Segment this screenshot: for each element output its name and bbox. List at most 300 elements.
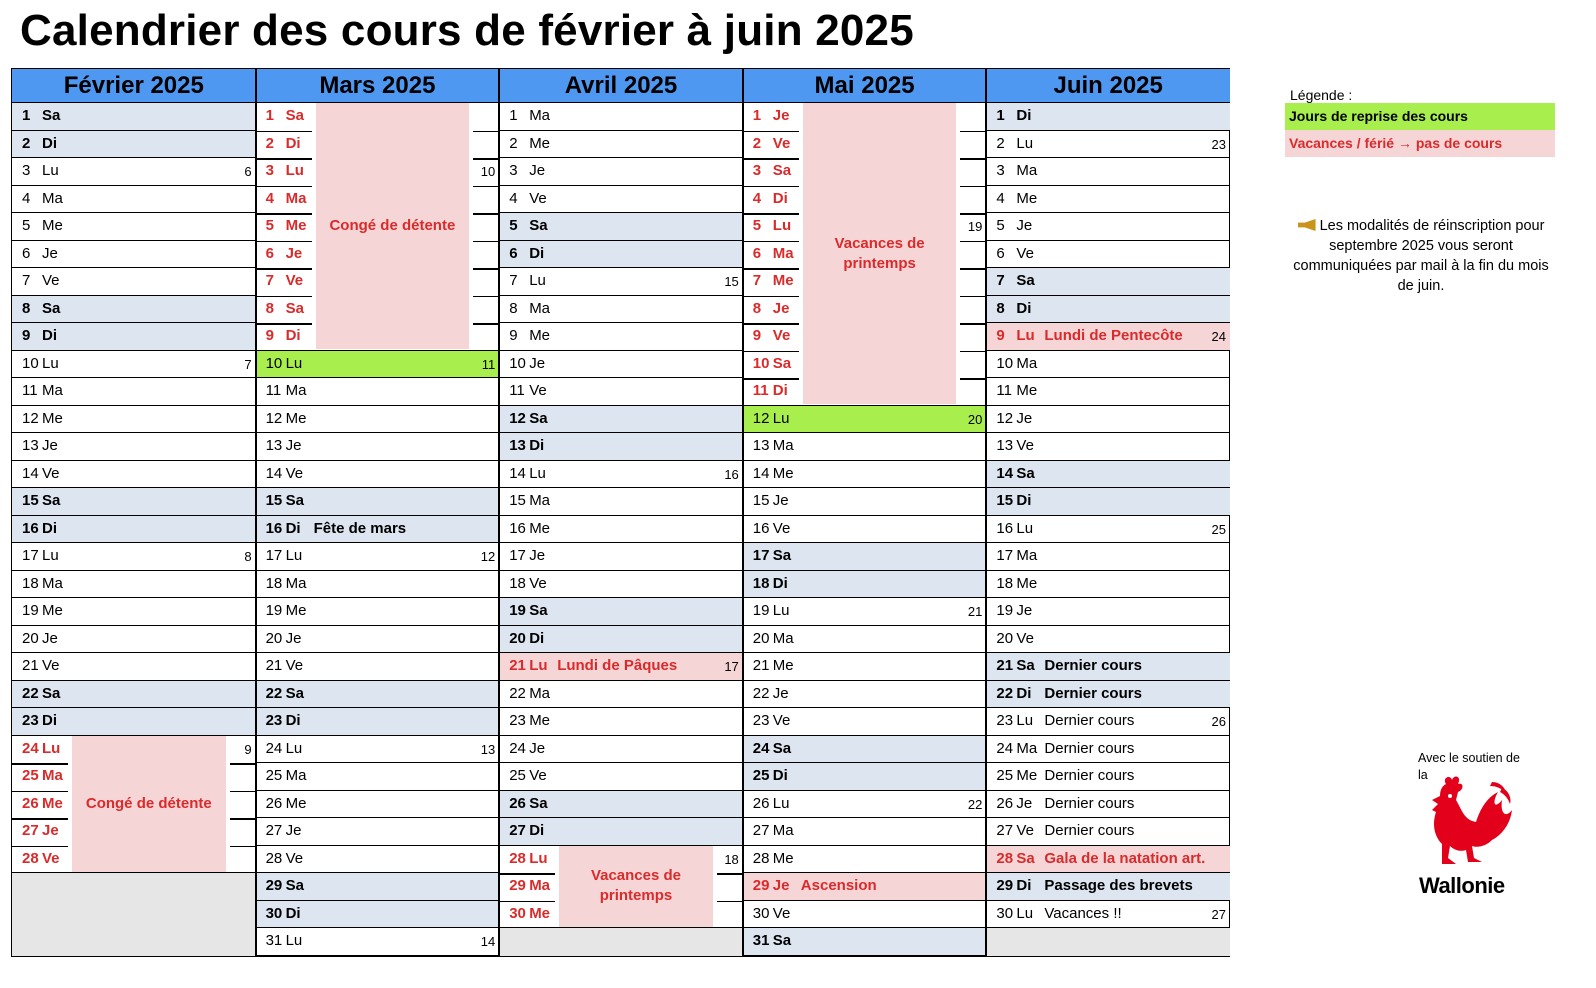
day-cell [743, 571, 987, 599]
day-number: 29 [752, 877, 770, 894]
day-cell [499, 296, 743, 324]
day-number: 25 [996, 767, 1014, 784]
weekday: Lu [42, 162, 59, 179]
day-cell [12, 268, 256, 296]
day-cell [256, 763, 500, 791]
weekday: Sa [42, 492, 61, 509]
day-number: 4 [996, 189, 1005, 207]
weekday: Me [529, 134, 551, 152]
day-cell [12, 131, 256, 159]
weekday: Di [529, 629, 545, 647]
weekday: Ve [1016, 629, 1034, 647]
day-cell [499, 378, 743, 406]
day-cell [986, 791, 1230, 819]
day-cell [256, 681, 500, 709]
day-number: 6 [752, 244, 762, 262]
day-cell [986, 873, 1230, 901]
day-number: 7 [509, 272, 518, 289]
day-number: 22 [752, 684, 770, 702]
day-cell [986, 351, 1230, 379]
month-column [256, 69, 500, 956]
rooster-icon [1416, 770, 1520, 874]
weekday: Me [1016, 189, 1038, 207]
week-number: 11 [481, 356, 496, 372]
day-number: 9 [22, 327, 31, 344]
weekday: Sa [42, 299, 61, 317]
day-cell [499, 516, 743, 544]
weekday: Ma [529, 877, 551, 894]
weekday: Je [42, 244, 58, 262]
day-number: 5 [996, 217, 1005, 234]
day-cell [986, 681, 1230, 709]
day-number: 17 [752, 547, 770, 564]
weekday: Sa [285, 492, 304, 509]
day-cell [12, 186, 256, 214]
week-number: 13 [480, 741, 496, 757]
weekday: Ma [42, 189, 63, 207]
day-number: 17 [509, 547, 526, 564]
weekday: Lu [529, 272, 546, 289]
day-number: 7 [752, 272, 762, 289]
day-number: 16 [22, 519, 39, 537]
day-number: 6 [996, 244, 1005, 262]
day-cell [256, 598, 500, 626]
day-number: 7 [265, 272, 274, 289]
day-number: 18 [265, 574, 283, 592]
day-note: Fête de mars [313, 519, 407, 537]
weekday: Ve [1016, 437, 1034, 454]
weekday: Ma [772, 437, 794, 454]
day-number: 22 [265, 684, 283, 702]
week-number: 22 [967, 796, 983, 812]
day-cell [743, 516, 987, 544]
day-note: Dernier cours [1044, 739, 1135, 757]
weekday: Je [1016, 794, 1033, 812]
day-number: 23 [22, 712, 39, 729]
weekday: Lu [1016, 712, 1034, 729]
day-number: 1 [996, 107, 1005, 124]
weekday: Ma [42, 767, 63, 784]
support-text: Avec le soutien de la [1418, 751, 1520, 782]
legend-resume-days: Jours de reprise des cours [1285, 103, 1555, 130]
day-number: 4 [752, 189, 762, 207]
weekday: Sa [1016, 849, 1035, 867]
day-number: 4 [22, 189, 31, 207]
weekday: Je [1016, 217, 1033, 234]
weekday: Je [42, 822, 59, 839]
day-number: 10 [22, 354, 39, 372]
weekday: Ve [285, 657, 304, 674]
empty-cell [499, 928, 743, 956]
day-cell [12, 351, 256, 379]
week-number: 24 [1211, 329, 1226, 344]
weekday: Ve [772, 904, 791, 922]
week-number: 21 [967, 604, 983, 619]
day-cell [499, 213, 743, 241]
weekday: Ve [529, 189, 547, 207]
day-number: 11 [22, 382, 38, 399]
day-note: Lundi de Pâques [557, 657, 678, 674]
day-cell [256, 736, 500, 764]
weekday: Di [42, 134, 57, 152]
vacation-block: Congé de détente [316, 103, 470, 349]
day-number: 15 [996, 492, 1014, 509]
day-cell [12, 406, 256, 434]
weekday: Lu [529, 464, 546, 482]
day-number: 19 [752, 602, 770, 619]
day-cell [986, 543, 1230, 571]
month-column [743, 69, 987, 956]
month-column [986, 69, 1230, 956]
day-cell [743, 653, 987, 681]
day-number: 18 [752, 574, 770, 592]
day-number: 2 [265, 134, 274, 152]
day-number: 24 [22, 739, 39, 757]
weekday: Me [42, 409, 63, 427]
day-number: 20 [265, 629, 283, 647]
weekday: Je [1016, 602, 1033, 619]
day-number: 25 [22, 767, 39, 784]
weekday: Me [1016, 767, 1038, 784]
day-number: 20 [22, 629, 39, 647]
weekday: Di [285, 327, 301, 344]
empty-cell [12, 873, 256, 956]
day-number: 14 [996, 464, 1014, 482]
day-cell [499, 543, 743, 571]
day-number: 13 [752, 437, 770, 454]
day-number: 27 [265, 822, 283, 839]
day-cell [986, 818, 1230, 846]
weekday: Di [529, 244, 545, 262]
day-number: 27 [22, 822, 39, 839]
day-note: Dernier cours [1044, 657, 1142, 674]
day-cell [743, 598, 987, 626]
weekday: Di [42, 519, 57, 537]
day-note: Dernier cours [1044, 794, 1135, 812]
weekday: Me [42, 794, 63, 812]
week-number: 8 [244, 549, 252, 564]
day-number: 12 [22, 409, 39, 427]
weekday: Ma [1016, 547, 1038, 564]
week-number: 25 [1211, 521, 1226, 537]
day-number: 15 [509, 492, 526, 509]
day-cell [986, 296, 1230, 324]
weekday: Di [1016, 684, 1032, 702]
day-cell [743, 846, 987, 874]
weekday: Me [1016, 382, 1038, 399]
day-cell [986, 213, 1230, 241]
weekday: Me [529, 712, 551, 729]
day-cell [986, 186, 1230, 214]
weekday: Ma [42, 574, 63, 592]
day-cell [499, 323, 743, 351]
weekday: Lu [1016, 519, 1034, 537]
weekday: Ma [1016, 739, 1038, 757]
weekday: Ma [772, 244, 794, 262]
weekday: Lu [285, 932, 303, 949]
weekday: Me [42, 217, 63, 234]
day-number: 21 [265, 657, 283, 674]
month-header: Mai 2025 [743, 69, 987, 103]
day-number: 20 [509, 629, 526, 647]
weekday: Lu [42, 739, 61, 757]
day-number: 28 [509, 849, 526, 867]
day-number: 23 [996, 712, 1014, 729]
day-cell [12, 488, 256, 516]
weekday: Ma [285, 382, 307, 399]
day-number: 16 [265, 519, 283, 537]
week-number: 14 [480, 934, 496, 949]
day-number: 3 [752, 162, 762, 179]
weekday: Di [285, 712, 301, 729]
weekday: Ve [285, 464, 304, 482]
day-note: Dernier cours [1044, 684, 1142, 702]
weekday: Me [772, 849, 794, 867]
day-number: 3 [509, 162, 518, 179]
weekday: Ve [529, 382, 547, 399]
weekday: Di [772, 574, 788, 592]
day-cell [986, 378, 1230, 406]
day-number: 6 [265, 244, 274, 262]
weekday: Lu [42, 547, 59, 564]
day-cell [12, 241, 256, 269]
day-cell [12, 626, 256, 654]
weekday: Me [285, 409, 307, 427]
day-cell [986, 488, 1230, 516]
day-number: 2 [996, 134, 1005, 152]
weekday: Ve [529, 574, 547, 592]
day-cell [986, 626, 1230, 654]
day-cell [256, 873, 500, 901]
day-cell [499, 818, 743, 846]
day-cell [499, 433, 743, 461]
weekday: Lu [529, 849, 548, 867]
day-number: 11 [265, 382, 282, 399]
day-note: Gala de la natation art. [1044, 849, 1206, 867]
vacation-block: Congé de détente [72, 736, 226, 872]
weekday: Ma [529, 492, 551, 509]
day-number: 8 [22, 299, 31, 317]
day-number: 2 [22, 134, 31, 152]
weekday: Ma [42, 382, 63, 399]
day-cell [12, 461, 256, 489]
day-number: 14 [22, 464, 39, 482]
day-number: 23 [509, 712, 526, 729]
month-separator [498, 69, 500, 956]
day-cell [986, 763, 1230, 791]
weekday: Je [42, 437, 58, 454]
day-cell [256, 461, 500, 489]
day-cell [986, 708, 1230, 736]
day-number: 22 [996, 684, 1014, 702]
day-number: 21 [996, 657, 1014, 674]
weekday: Je [285, 822, 302, 839]
week-number: 12 [480, 549, 496, 564]
day-number: 19 [509, 602, 526, 619]
notice-text: Les modalités de réinscription pour septembre 2025 vous seront communiquées par mail à la fin du mois de juin. [1293, 218, 1549, 294]
day-cell [12, 598, 256, 626]
day-cell [986, 406, 1230, 434]
day-cell [499, 598, 743, 626]
day-cell [499, 461, 743, 489]
day-number: 3 [996, 162, 1005, 179]
week-number: 23 [1211, 136, 1226, 152]
day-number: 20 [996, 629, 1014, 647]
week-number: 7 [244, 356, 252, 372]
weekday: Di [772, 767, 788, 784]
day-number: 26 [265, 794, 283, 812]
day-cell [499, 736, 743, 764]
day-number: 6 [509, 244, 518, 262]
weekday: Sa [285, 107, 304, 124]
weekday: Sa [529, 602, 548, 619]
day-cell [12, 653, 256, 681]
weekday: Me [772, 657, 794, 674]
weekday: Lu [772, 602, 790, 619]
weekday: Sa [1016, 657, 1035, 674]
day-number: 21 [509, 657, 526, 674]
day-cell [499, 103, 743, 131]
day-note: Lundi de Pentecôte [1044, 327, 1183, 344]
day-number: 16 [509, 519, 526, 537]
weekday: Sa [772, 162, 792, 179]
weekday: Je [772, 877, 790, 894]
weekday: Sa [285, 299, 304, 317]
weekday: Me [285, 217, 307, 234]
month-separator [985, 69, 987, 956]
day-number: 26 [996, 794, 1014, 812]
week-number: 20 [967, 411, 983, 427]
day-number: 29 [509, 877, 526, 894]
day-number: 5 [22, 217, 31, 234]
day-number: 14 [752, 464, 770, 482]
weekday: Di [42, 327, 57, 344]
day-cell [986, 103, 1230, 131]
vacation-block: Vacances de printemps [803, 103, 957, 404]
weekday: Lu [42, 354, 59, 372]
day-number: 14 [265, 464, 283, 482]
day-number: 5 [752, 217, 762, 234]
day-number: 11 [752, 382, 769, 399]
weekday: Ve [772, 134, 791, 152]
weekday: Di [285, 134, 301, 152]
day-number: 9 [996, 327, 1005, 344]
day-cell [12, 543, 256, 571]
weekday: Ma [772, 629, 794, 647]
month-header: Février 2025 [12, 69, 256, 103]
weekday: Sa [42, 107, 61, 124]
day-number: 25 [752, 767, 770, 784]
weekday: Ma [772, 822, 794, 839]
weekday: Lu [1016, 904, 1034, 922]
weekday: Lu [285, 547, 303, 564]
week-number: 16 [724, 466, 739, 482]
weekday: Lu [285, 739, 303, 757]
day-cell [986, 901, 1230, 929]
day-cell [12, 378, 256, 406]
day-number: 1 [752, 107, 762, 124]
day-number: 30 [265, 904, 283, 922]
day-cell [256, 351, 500, 379]
weekday: Sa [772, 739, 792, 757]
day-cell [12, 323, 256, 351]
week-number: 9 [244, 741, 252, 757]
weekday: Sa [1016, 464, 1035, 482]
day-cell [499, 241, 743, 269]
weekday: Je [772, 492, 789, 509]
day-cell [986, 653, 1230, 681]
weekday: Me [1016, 574, 1038, 592]
wallonie-logo-text: Wallonie [1419, 873, 1505, 898]
weekday: Me [529, 327, 551, 344]
weekday: Ve [42, 464, 60, 482]
weekday: Ve [42, 272, 60, 289]
day-cell [499, 406, 743, 434]
day-number: 13 [22, 437, 39, 454]
day-cell [986, 131, 1230, 159]
day-cell [743, 488, 987, 516]
weekday: Lu [285, 354, 303, 372]
month-header: Mars 2025 [256, 69, 500, 103]
day-number: 13 [996, 437, 1014, 454]
day-number: 27 [509, 822, 526, 839]
weekday: Me [772, 272, 794, 289]
day-number: 19 [996, 602, 1014, 619]
day-cell [12, 158, 256, 186]
weekday: Je [529, 739, 546, 757]
day-cell [256, 378, 500, 406]
day-number: 10 [996, 354, 1014, 372]
day-number: 28 [752, 849, 770, 867]
day-number: 24 [265, 739, 283, 757]
weekday: Lu [1016, 134, 1034, 152]
day-number: 6 [22, 244, 31, 262]
day-number: 31 [752, 932, 770, 949]
weekday: Je [285, 437, 302, 454]
day-number: 9 [265, 327, 274, 344]
day-cell [743, 461, 987, 489]
week-number: 17 [724, 659, 739, 674]
day-number: 19 [22, 602, 39, 619]
day-number: 26 [509, 794, 526, 812]
weekday: Di [1016, 877, 1032, 894]
day-number: 9 [509, 327, 518, 344]
day-cell [256, 488, 500, 516]
week-number: 19 [967, 219, 983, 234]
weekday: Di [772, 189, 788, 207]
day-cell [499, 186, 743, 214]
day-cell [499, 791, 743, 819]
weekday: Me [42, 602, 63, 619]
weekday: Lu [1016, 327, 1035, 344]
weekday: Me [285, 794, 307, 812]
day-number: 1 [265, 107, 274, 124]
weekday: Ve [42, 657, 60, 674]
day-number: 29 [996, 877, 1014, 894]
day-number: 22 [509, 684, 526, 702]
weekday: Ve [772, 519, 791, 537]
weekday: Di [772, 382, 788, 399]
weekday: Ve [772, 712, 791, 729]
empty-cell [986, 928, 1230, 956]
weekday: Ve [285, 849, 304, 867]
weekday: Je [42, 629, 58, 647]
weekday: Di [1016, 492, 1032, 509]
day-cell [499, 763, 743, 791]
day-number: 12 [265, 409, 283, 427]
day-number: 28 [22, 849, 39, 867]
weekday: Di [285, 904, 301, 922]
